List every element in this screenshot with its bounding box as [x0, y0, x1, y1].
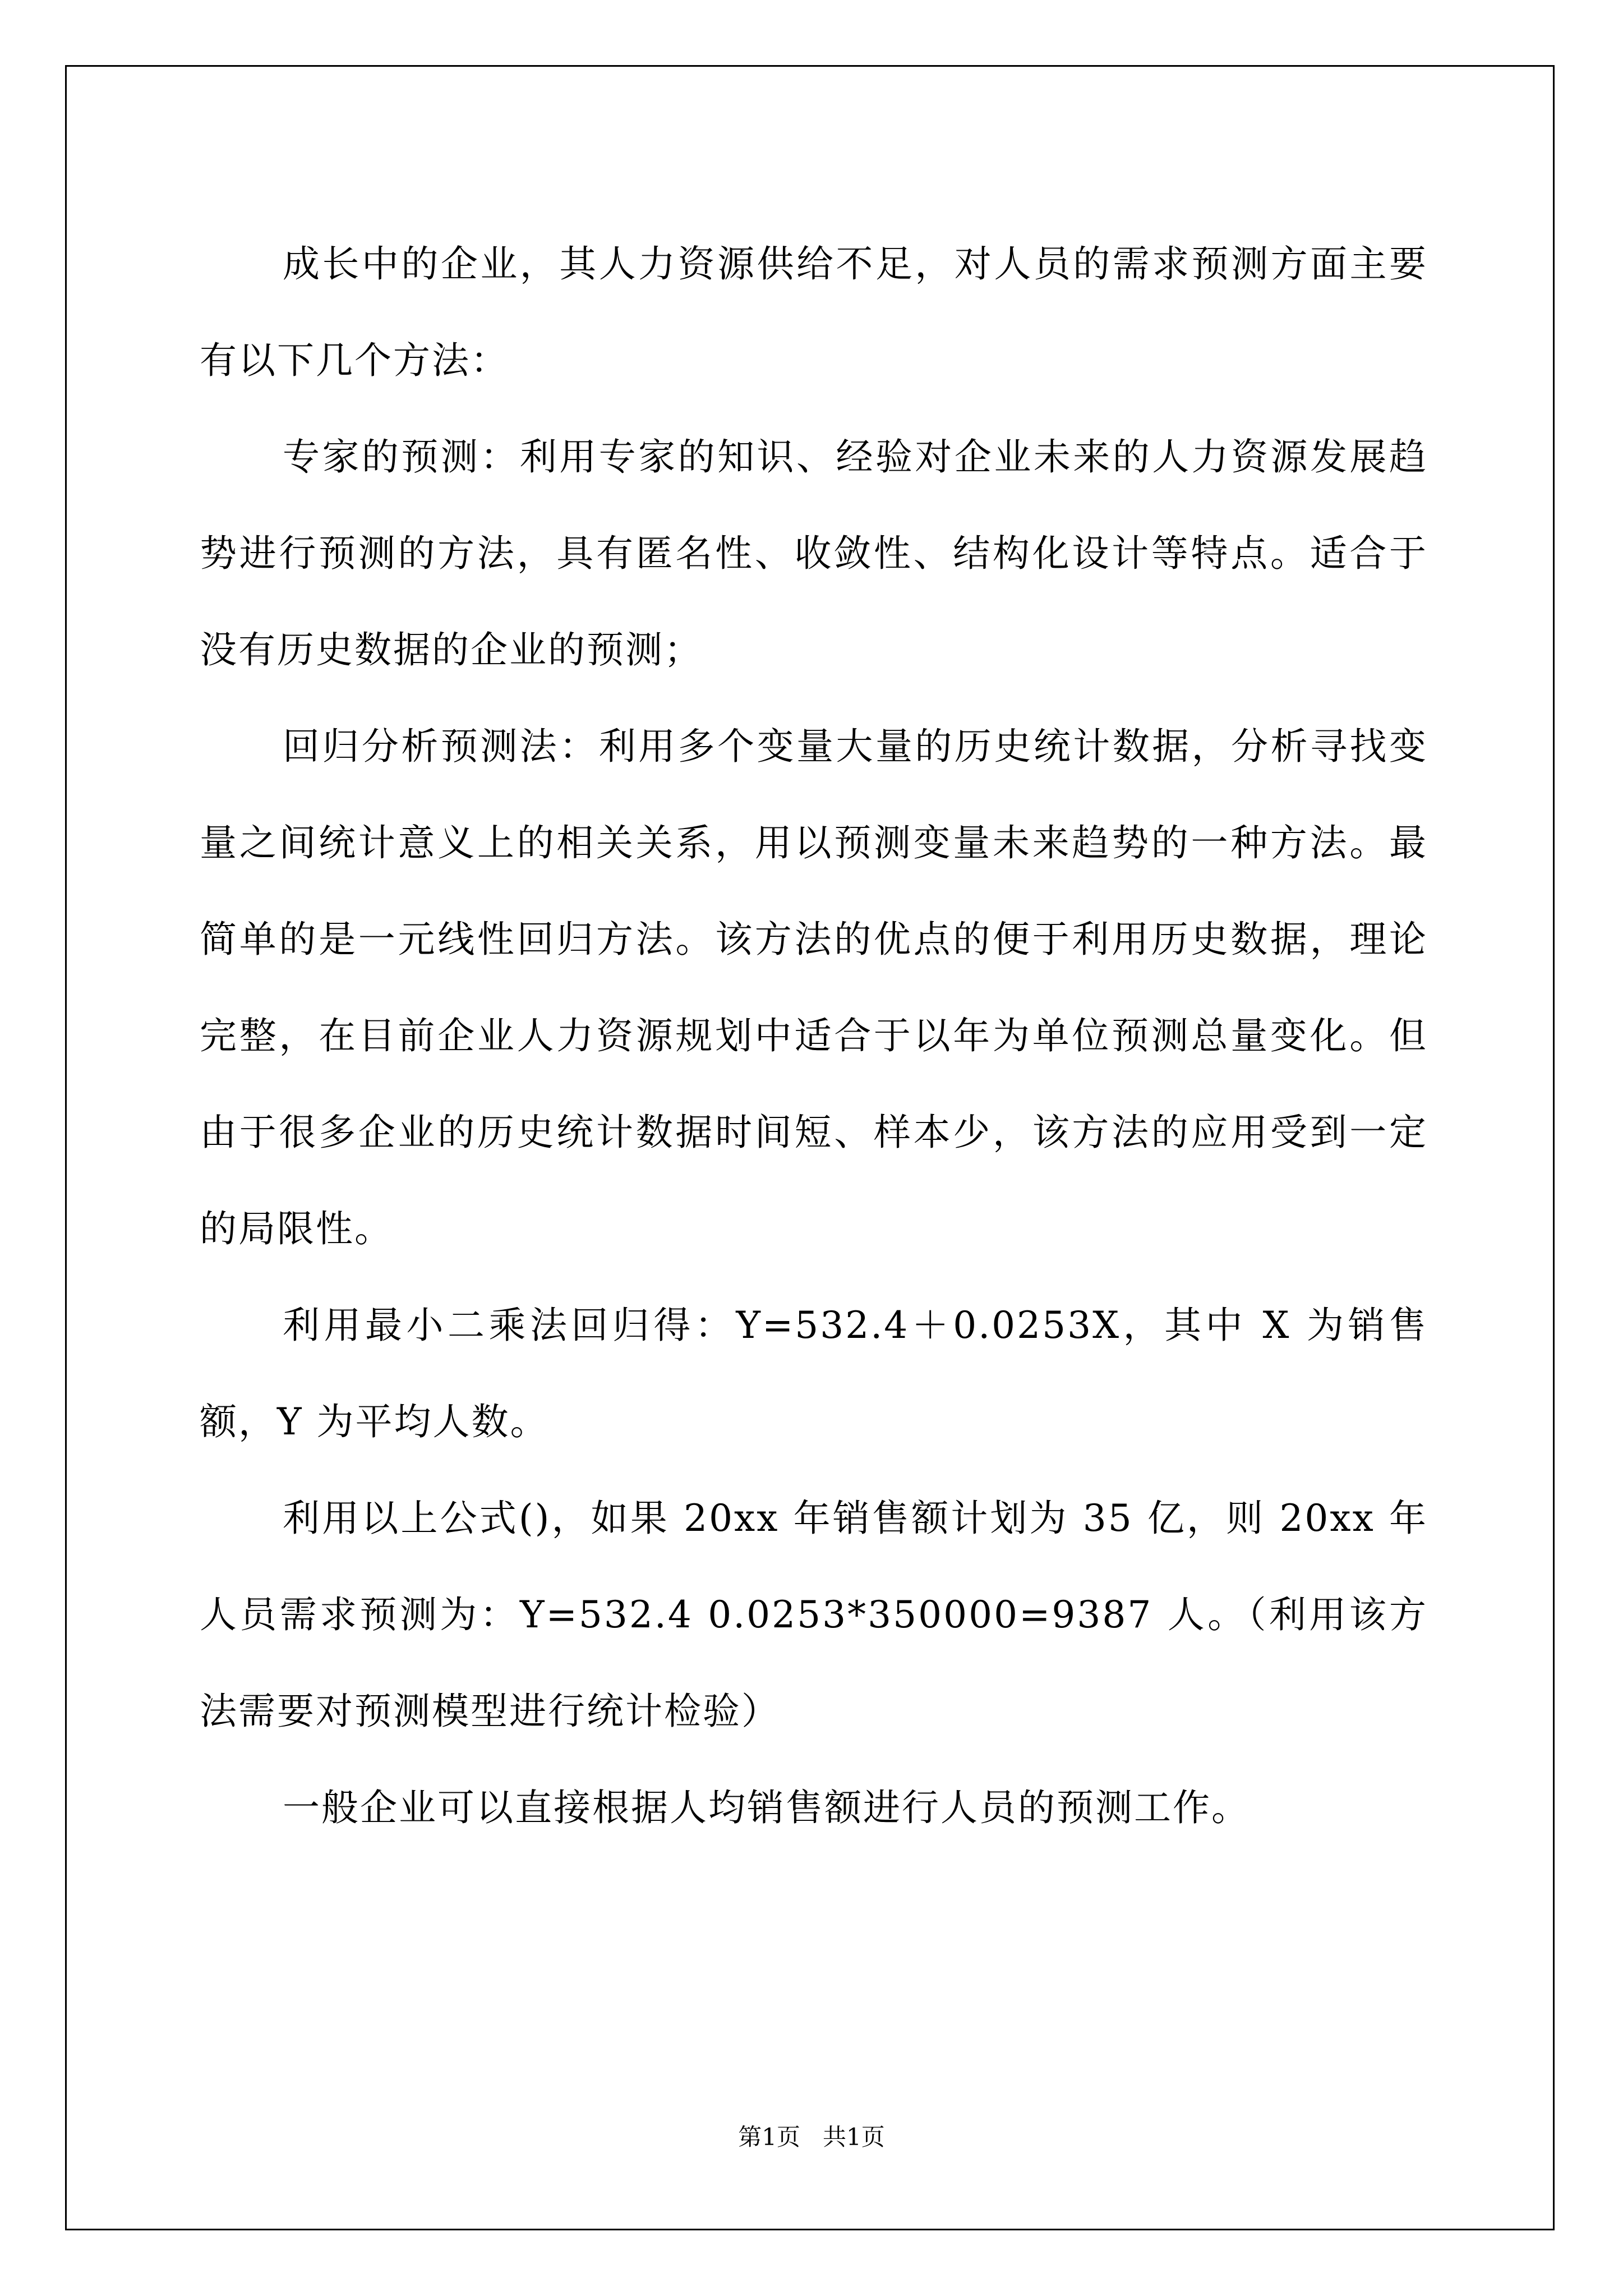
paragraph-3: 回归分析预测法：利用多个变量大量的历史统计数据，分析寻找变量之间统计意义上的相关关系，用以预测变量未来趋势的一种方法。最简单的是一元线性回归方法。该方法的优点的便于利用历史数据，理论完整，在目前企业人力资源规划中适合于以年为单位预测总量变化。但由于很多企业的历史统计数据时间短、样本少，该方法的应用受到一定的局限性。 [200, 725, 1428, 1250]
paragraph-5: 利用以上公式()，如果 20xx 年销售额计划为 35 亿，则 20xx 年人员需求预测为：Y=532.4 0.0253*350000=9387 人。（利用该方法需要对预测模型进行统计检验） [200, 1497, 1428, 1733]
paragraph-6: 一般企业可以直接根据人均销售额进行人员的预测工作。 [283, 1786, 1250, 1829]
paragraph-1: 成长中的企业，其人力资源供给不足，对人员的需求预测方面主要有以下几个方法： [200, 242, 1428, 382]
paragraph-2: 专家的预测：利用专家的知识、经验对企业未来的人力资源发展趋势进行预测的方法，具有匿名性、收敛性、结构化设计等特点。适合于没有历史数据的企业的预测； [200, 435, 1428, 671]
page-number-current: 第1页 [738, 2123, 800, 2151]
page-number-total: 共1页 [823, 2123, 885, 2151]
paragraph-4: 利用最小二乘法回归得：Y=532.4＋0.0253X，其中 X 为销售额，Y 为平均人数。 [200, 1304, 1428, 1443]
document-body [200, 216, 1428, 1856]
page-footer [0, 2120, 1623, 2154]
